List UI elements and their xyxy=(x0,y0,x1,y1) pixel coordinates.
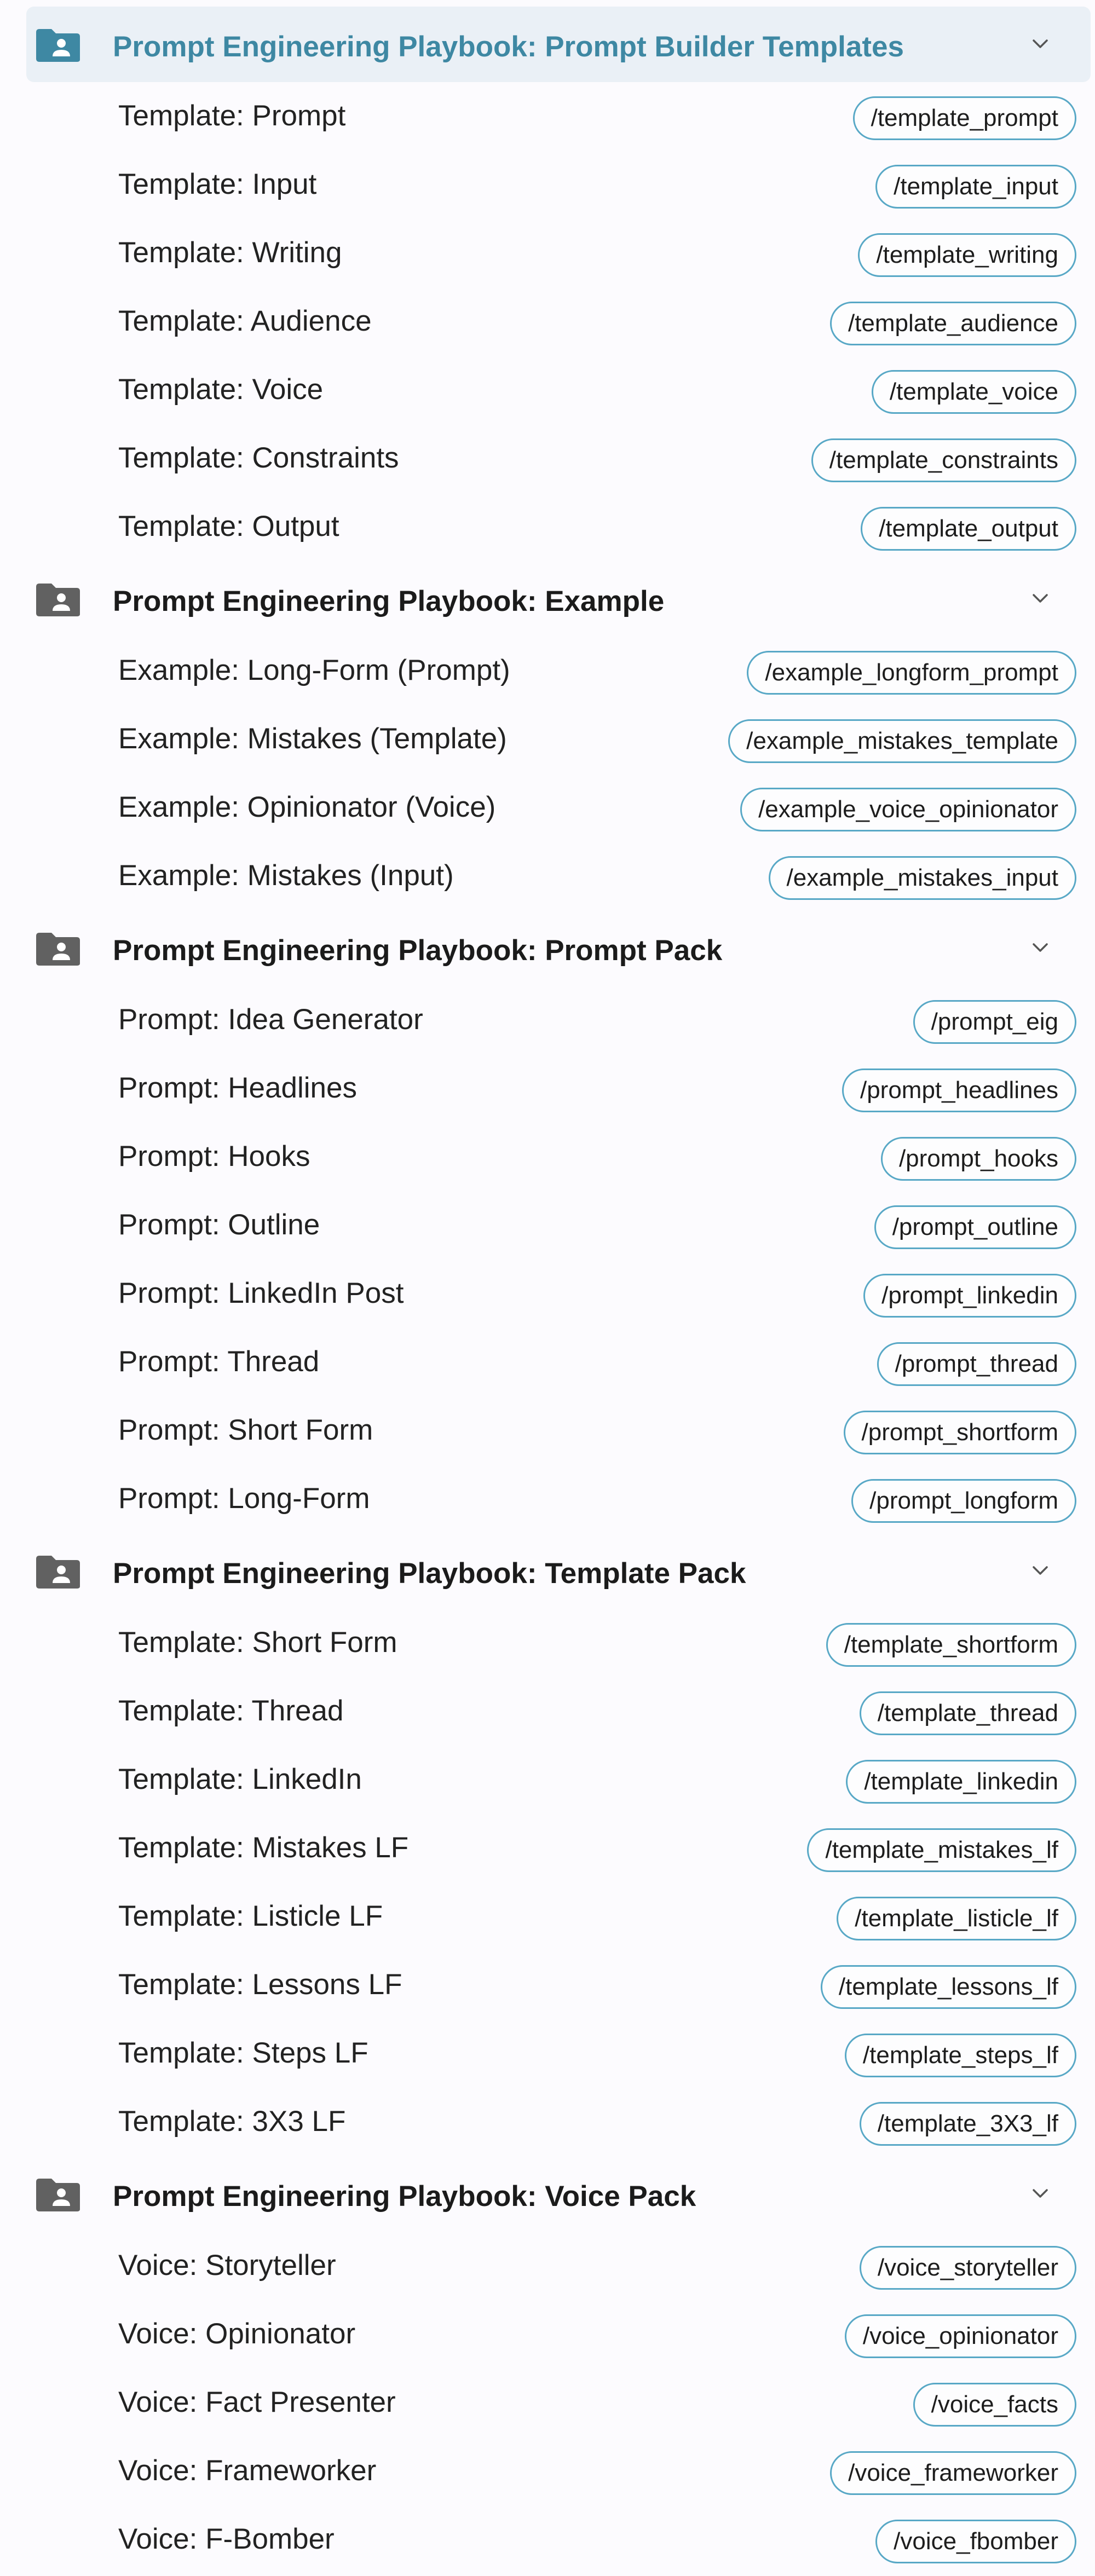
folder-shared-icon xyxy=(35,932,81,967)
folder-title: Prompt Engineering Playbook: Prompt Pack xyxy=(113,934,723,967)
prompt-item-label: Template: Audience xyxy=(118,305,372,337)
prompt-item-label: Template: Constraints xyxy=(118,442,399,474)
chevron-down-icon[interactable] xyxy=(1028,938,1052,957)
prompt-item[interactable] xyxy=(0,2369,1095,2437)
prompt-item[interactable] xyxy=(0,1054,1095,1123)
command-badge[interactable]: /prompt_longform xyxy=(851,1479,1076,1523)
folder-title: Prompt Engineering Playbook: Prompt Builder Templates xyxy=(113,31,904,63)
prompt-item-label: Template: Short Form xyxy=(118,1626,397,1659)
prompt-item[interactable] xyxy=(0,986,1095,1054)
command-badge[interactable]: /template_3X3_lf xyxy=(860,2102,1076,2146)
command-badge[interactable]: /voice_opinionator xyxy=(845,2314,1076,2358)
command-badge[interactable]: /template_constraints xyxy=(811,438,1076,482)
command-badge[interactable]: /template_listicle_lf xyxy=(837,1897,1076,1940)
folder-header[interactable] xyxy=(26,561,1091,637)
command-badge[interactable]: /prompt_thread xyxy=(877,1342,1076,1386)
folder-title: Prompt Engineering Playbook: Example xyxy=(113,585,665,617)
command-badge[interactable]: /template_thread xyxy=(860,1691,1076,1735)
folder-header[interactable] xyxy=(26,910,1091,986)
prompt-item-label: Template: 3X3 LF xyxy=(118,2105,346,2138)
prompt-item-label: Prompt: Idea Generator xyxy=(118,1003,423,1036)
prompt-item[interactable] xyxy=(0,424,1095,493)
command-badge[interactable]: /prompt_shortform xyxy=(844,1411,1076,1454)
prompt-item-label: Template: Input xyxy=(118,168,317,200)
prompt-item[interactable] xyxy=(0,842,1095,910)
prompt-item[interactable] xyxy=(0,1746,1095,1814)
prompt-item[interactable] xyxy=(0,1609,1095,1677)
folder-title: Prompt Engineering Playbook: Voice Pack xyxy=(113,2180,696,2213)
command-badge[interactable]: /voice_fbomber xyxy=(875,2520,1076,2563)
folder-title: Prompt Engineering Playbook: Template Pack xyxy=(113,1557,746,1590)
command-badge[interactable]: /template_mistakes_lf xyxy=(807,1828,1076,1872)
command-badge[interactable]: /example_voice_opinionator xyxy=(740,788,1076,831)
prompt-item-label: Prompt: Outline xyxy=(118,1209,320,1241)
prompt-item-label: Prompt: Thread xyxy=(118,1345,320,1378)
prompt-item[interactable] xyxy=(0,1814,1095,1882)
prompt-item[interactable] xyxy=(0,1328,1095,1396)
prompt-item[interactable] xyxy=(0,151,1095,219)
folder-shared-icon xyxy=(35,2178,81,2213)
prompt-item[interactable] xyxy=(0,2019,1095,2088)
chevron-down-icon[interactable] xyxy=(1028,34,1052,54)
prompt-item[interactable] xyxy=(0,1260,1095,1328)
chevron-down-icon[interactable] xyxy=(1028,588,1052,608)
prompt-item-label: Template: Writing xyxy=(118,236,342,269)
command-badge[interactable]: /template_input xyxy=(875,165,1076,209)
command-badge[interactable]: /template_audience xyxy=(830,302,1076,345)
prompt-item[interactable] xyxy=(0,1882,1095,1951)
prompt-item-label: Template: Mistakes LF xyxy=(118,1832,409,1864)
prompt-item-label: Template: Steps LF xyxy=(118,2037,368,2069)
prompt-item[interactable] xyxy=(0,1677,1095,1746)
prompt-item[interactable] xyxy=(0,773,1095,842)
prompt-item-label: Prompt: Hooks xyxy=(118,1140,310,1173)
command-badge[interactable]: /example_mistakes_input xyxy=(769,856,1076,900)
prompt-item[interactable] xyxy=(0,356,1095,424)
command-badge[interactable]: /prompt_eig xyxy=(913,1000,1076,1044)
prompt-item[interactable] xyxy=(0,287,1095,356)
folder-shared-icon xyxy=(35,28,81,63)
command-badge[interactable]: /prompt_outline xyxy=(874,1205,1076,1249)
prompt-item-label: Template: LinkedIn xyxy=(118,1763,362,1795)
command-badge[interactable]: /prompt_hooks xyxy=(881,1137,1076,1181)
prompt-item[interactable] xyxy=(0,2300,1095,2369)
prompt-item-label: Example: Mistakes (Template) xyxy=(118,723,507,755)
command-badge[interactable]: /template_steps_lf xyxy=(845,2034,1076,2077)
prompt-item-label: Voice: Frameworker xyxy=(118,2454,377,2487)
command-badge[interactable]: /voice_storyteller xyxy=(860,2246,1076,2290)
prompt-item[interactable] xyxy=(0,2437,1095,2505)
command-badge[interactable]: /template_writing xyxy=(858,233,1076,277)
prompt-item-label: Template: Listicle LF xyxy=(118,1900,383,1932)
prompt-item-label: Template: Output xyxy=(118,510,339,542)
prompt-item-label: Template: Thread xyxy=(118,1695,344,1727)
prompt-item-label: Prompt: Headlines xyxy=(118,1072,357,1104)
prompt-item-label: Template: Lessons LF xyxy=(118,1968,402,2001)
prompt-item[interactable] xyxy=(0,493,1095,561)
prompt-item-label: Example: Long-Form (Prompt) xyxy=(118,654,510,686)
chevron-down-icon[interactable] xyxy=(1028,2184,1052,2203)
prompt-item-label: Prompt: Short Form xyxy=(118,1414,373,1446)
prompt-item-label: Template: Voice xyxy=(118,373,324,406)
prompt-item[interactable] xyxy=(0,637,1095,705)
command-badge[interactable]: /prompt_headlines xyxy=(842,1068,1076,1112)
prompt-item[interactable] xyxy=(0,1951,1095,2019)
command-badge[interactable]: /voice_facts xyxy=(913,2383,1076,2427)
prompt-item[interactable] xyxy=(0,1396,1095,1465)
command-badge[interactable]: /prompt_linkedin xyxy=(863,1274,1076,1318)
prompt-item[interactable] xyxy=(0,1191,1095,1260)
chevron-down-icon[interactable] xyxy=(1028,1561,1052,1580)
prompt-item[interactable] xyxy=(0,705,1095,773)
prompt-item-label: Prompt: Long-Form xyxy=(118,1482,370,1515)
prompt-item[interactable] xyxy=(0,1123,1095,1191)
command-badge[interactable]: /template_linkedin xyxy=(846,1760,1076,1804)
prompt-item[interactable] xyxy=(0,1465,1095,1533)
prompt-item-label: Example: Mistakes (Input) xyxy=(118,859,454,892)
command-badge[interactable]: /template_shortform xyxy=(826,1623,1076,1667)
command-badge[interactable]: /example_mistakes_template xyxy=(728,719,1076,763)
prompt-item-label: Voice: F-Bomber xyxy=(118,2523,335,2555)
command-badge[interactable]: /example_longform_prompt xyxy=(747,651,1076,695)
prompt-item-label: Voice: Opinionator xyxy=(118,2318,356,2350)
prompt-item-label: Example: Opinionator (Voice) xyxy=(118,791,496,823)
prompt-item-label: Voice: Fact Presenter xyxy=(118,2386,396,2418)
prompt-item[interactable] xyxy=(0,219,1095,287)
folder-header[interactable] xyxy=(26,7,1091,82)
folder-header[interactable] xyxy=(26,2156,1091,2232)
command-badge[interactable]: /template_voice xyxy=(872,370,1076,414)
prompt-item[interactable] xyxy=(0,2232,1095,2300)
folder-shared-icon xyxy=(35,1555,81,1590)
command-badge[interactable]: /template_prompt xyxy=(853,96,1076,140)
prompt-item-label: Voice: Storyteller xyxy=(118,2249,336,2282)
prompt-item[interactable] xyxy=(0,2088,1095,2156)
prompt-item-label: Template: Prompt xyxy=(118,100,346,132)
command-badge[interactable]: /voice_frameworker xyxy=(830,2451,1076,2495)
command-badge[interactable]: /template_lessons_lf xyxy=(821,1965,1076,2009)
folder-shared-icon xyxy=(35,582,81,617)
prompt-item-label: Prompt: LinkedIn Post xyxy=(118,1277,404,1309)
prompt-item[interactable] xyxy=(0,2505,1095,2574)
prompt-item[interactable] xyxy=(0,82,1095,151)
command-badge[interactable]: /template_output xyxy=(861,507,1076,551)
folder-header[interactable] xyxy=(26,1533,1091,1609)
